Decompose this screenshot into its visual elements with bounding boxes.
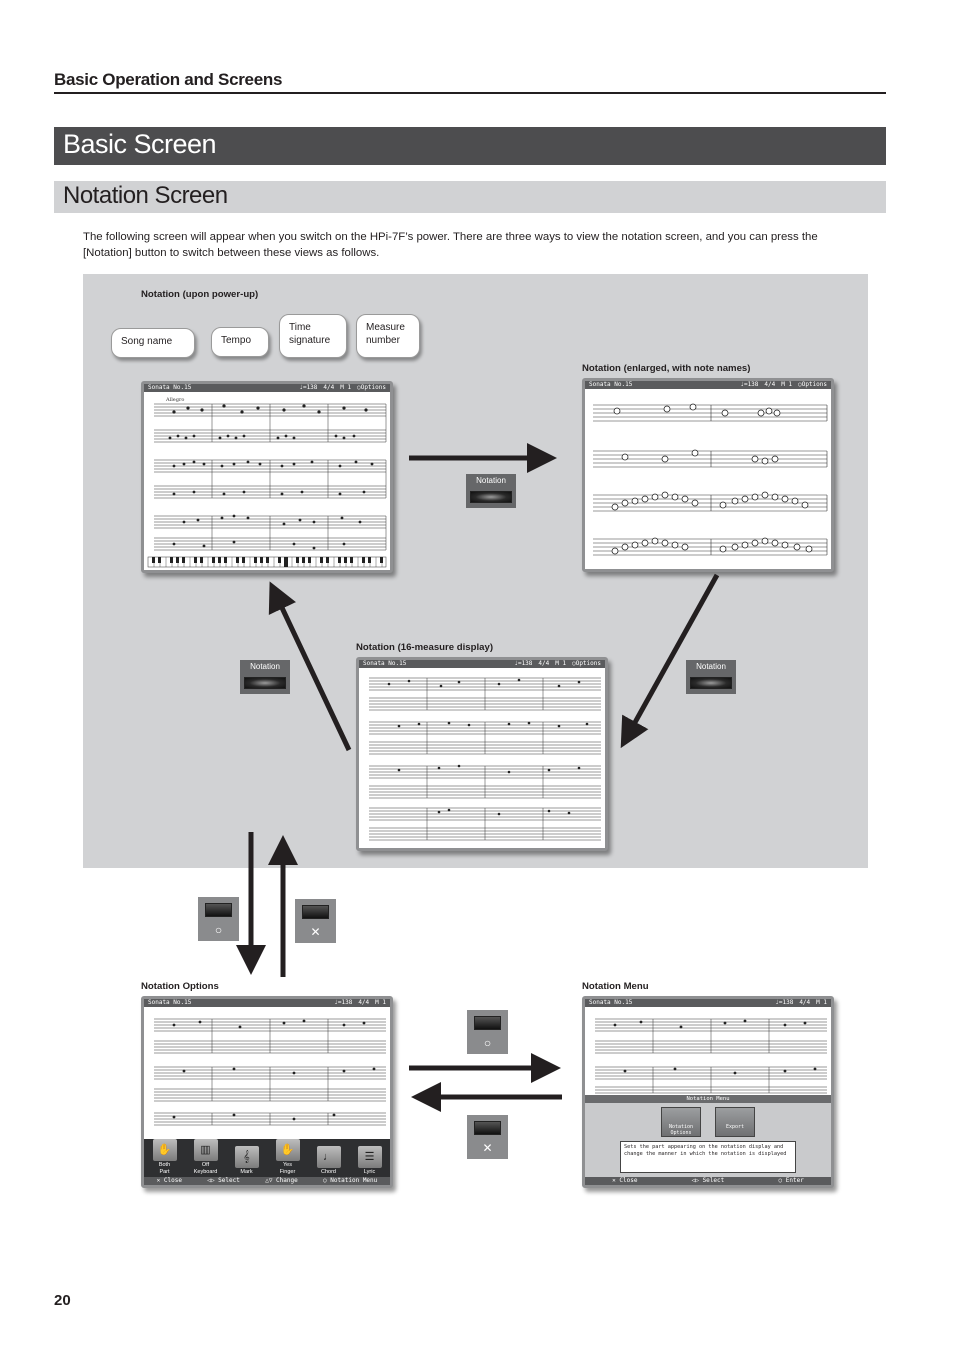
screen-power-up (141, 381, 393, 573)
song-name: Sonata No.15 (148, 384, 192, 391)
notation-button-label: Notation (696, 662, 726, 671)
notation-menu-items (585, 1107, 831, 1137)
cross-key-2[interactable] (467, 1115, 508, 1159)
label-notation-options: Notation Options (141, 981, 219, 992)
option-mark[interactable] (232, 1146, 262, 1176)
section-header (54, 70, 886, 94)
option-part-value: Both (158, 1162, 171, 1168)
options-icon-bar (144, 1139, 390, 1177)
circle-key-1[interactable] (198, 897, 239, 941)
circle-icon: ○ (214, 923, 223, 937)
hint-enter: ○ Enter (778, 1177, 804, 1184)
time-sig-value: 4/4 (799, 999, 811, 1006)
measure-value: M 1 (340, 384, 352, 391)
label-notation-menu: Notation Menu (582, 981, 649, 992)
key-slot (474, 1121, 501, 1135)
screen-enlarged (582, 378, 834, 572)
notation-menu-panel (585, 1095, 831, 1177)
callout-song-name (111, 328, 195, 358)
keyboard-icon: ▥ (194, 1139, 218, 1161)
option-keyboard[interactable] (191, 1139, 221, 1176)
option-finger-value: Yes (283, 1162, 292, 1168)
hand-icon: ✋ (276, 1139, 300, 1161)
options-indicator: ○Options (572, 660, 601, 667)
song-name: Sonata No.15 (363, 660, 407, 667)
button-slot (244, 677, 286, 689)
hint-change: △▽ Change (265, 1177, 298, 1184)
measure-value: M 1 (375, 999, 386, 1006)
hint-close: ✕ Close (156, 1177, 182, 1184)
notation-button-label: Notation (250, 662, 280, 671)
tempo-value: ♩=138 (775, 999, 794, 1006)
measure-value: M 1 (555, 660, 567, 667)
option-part-label: Part (159, 1169, 170, 1175)
notation-menu-title: Notation Menu (585, 1095, 831, 1103)
clef-icon: 𝄞 (235, 1146, 259, 1168)
circle-icon: ○ (483, 1036, 492, 1050)
measure-value: M 1 (781, 381, 793, 388)
music-score (144, 392, 390, 568)
callout-tempo (211, 327, 269, 357)
key-slot (205, 903, 232, 917)
cross-icon: ✕ (310, 925, 321, 939)
options-indicator: ○Options (798, 381, 827, 388)
circle-key-2[interactable] (467, 1010, 508, 1054)
screen-titlebar (585, 999, 831, 1007)
callout-song-name-text: Song name (121, 336, 173, 347)
hint-select: ◁▷ Select (207, 1177, 240, 1184)
label-power-up: Notation (upon power-up) (141, 289, 259, 300)
song-name: Sonata No.15 (589, 999, 633, 1006)
mini-keyboard (148, 557, 386, 567)
callout-measure-number-text: Measure number (366, 322, 405, 346)
intro-paragraph: The following screen will appear when you switch on the HPi-7F’s power. There are three ways to view the notation screen, and you can press the [Notation] button to switch between these views as follows. (83, 231, 818, 259)
callout-measure-number (356, 314, 420, 358)
option-keyboard-label: Keyboard (193, 1169, 218, 1175)
notation-button-3[interactable] (686, 660, 736, 694)
heading-notation-screen: Notation Screen (54, 181, 886, 213)
time-sig-value: 4/4 (764, 381, 776, 388)
option-lyric[interactable] (355, 1146, 385, 1176)
option-finger-label: Finger (279, 1169, 296, 1175)
music-score-sixteen (359, 668, 605, 848)
song-name: Sonata No.15 (589, 381, 633, 388)
time-sig-value: 4/4 (538, 660, 550, 667)
hint-close: ✕ Close (612, 1177, 638, 1184)
measure-value: M 1 (816, 999, 827, 1006)
option-part[interactable] (150, 1139, 180, 1176)
option-chord-label: Chord (321, 1169, 336, 1175)
song-name: Sonata No.15 (148, 999, 192, 1006)
screen-sixteen-measure (356, 657, 608, 851)
option-mark-label: Mark (240, 1169, 253, 1175)
options-bottom-bar (144, 1177, 390, 1185)
chord-icon: ♩ (317, 1146, 341, 1168)
music-score-enlarged (585, 389, 831, 569)
time-sig-value: 4/4 (358, 999, 370, 1006)
button-slot (690, 677, 732, 689)
heading-basic-screen: Basic Screen (54, 127, 886, 165)
label-sixteen-measure: Notation (16-measure display) (356, 642, 494, 653)
tempo-marking: Allegro (166, 397, 185, 403)
screen-titlebar (144, 999, 390, 1007)
menu-item-export[interactable]: Export (715, 1107, 755, 1137)
callout-time-signature (279, 314, 347, 358)
button-slot (470, 491, 512, 503)
notation-button-label: Notation (476, 476, 506, 485)
tempo-value: ♩=138 (334, 999, 353, 1006)
menu-description: Sets the part appearing on the notation display and change the manner in which the notation is displayed (620, 1141, 796, 1173)
option-chord[interactable] (314, 1146, 344, 1176)
screen-notation-menu (582, 996, 834, 1188)
page-number: 20 (54, 1292, 71, 1309)
screen-titlebar (144, 384, 390, 392)
option-lyric-label: Lyric (363, 1169, 376, 1175)
menu-bottom-bar (585, 1177, 831, 1185)
option-finger[interactable] (273, 1139, 303, 1176)
cross-icon: ✕ (482, 1141, 493, 1155)
time-sig-value: 4/4 (323, 384, 335, 391)
screen-titlebar (585, 381, 831, 389)
notation-button-2[interactable] (240, 660, 290, 694)
section-title: Basic Operation and Screens (54, 70, 283, 89)
label-enlarged: Notation (enlarged, with note names) (582, 363, 751, 374)
lyric-icon: ☰ (358, 1146, 382, 1168)
option-keyboard-value: Off (201, 1162, 210, 1168)
tempo-value: ♩=138 (514, 660, 533, 667)
music-score-options (144, 1007, 390, 1147)
hands-icon: ✋ (153, 1139, 177, 1161)
hint-select: ◁▷ Select (691, 1177, 725, 1184)
music-score-menu (585, 1007, 831, 1097)
cross-key-1[interactable] (295, 899, 336, 943)
key-slot (474, 1016, 501, 1030)
hint-notation-menu: ○ Notation Menu (323, 1177, 378, 1184)
callout-tempo-text: Tempo (221, 335, 252, 346)
screen-titlebar (359, 660, 605, 668)
tempo-value: ♩=138 (740, 381, 759, 388)
key-slot (302, 905, 329, 919)
menu-item-notation-options[interactable]: Notation Options (661, 1107, 701, 1137)
options-indicator: ○Options (357, 384, 386, 391)
notation-button-1[interactable] (466, 474, 516, 508)
screen-notation-options (141, 996, 393, 1188)
tempo-value: ♩=138 (299, 384, 318, 391)
callout-time-signature-text: Time signature (289, 322, 331, 346)
